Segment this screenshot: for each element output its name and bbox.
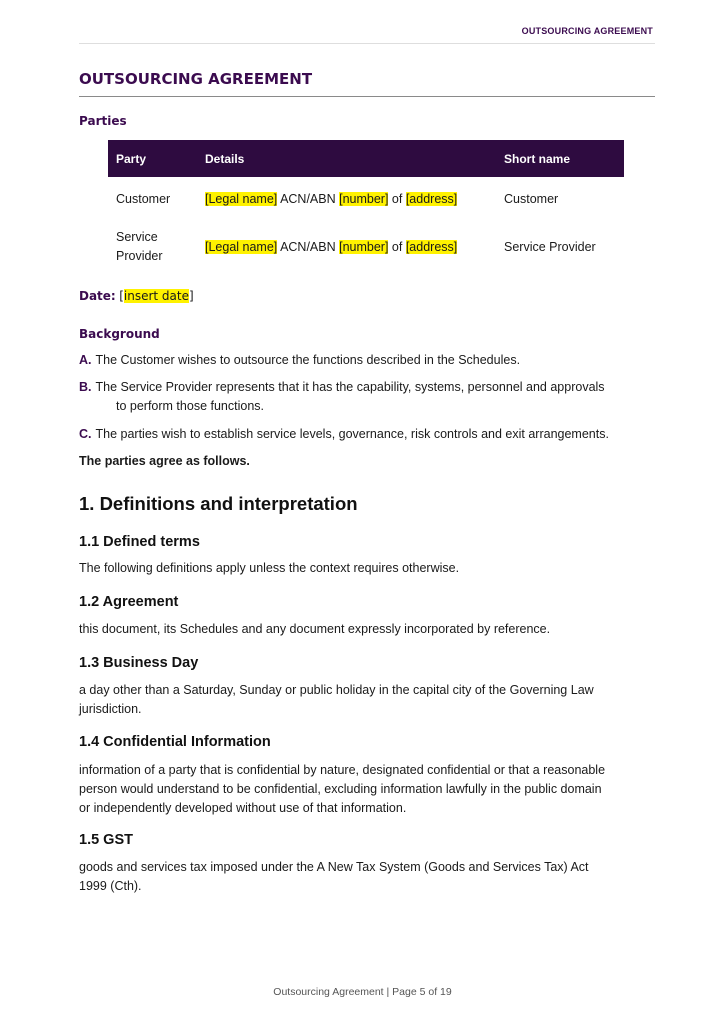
clause-heading: 1.5 GST [79,832,133,848]
clause-line: a day other than a Saturday, Sunday or public holiday in the capital city of the Governing Law [79,683,594,697]
clause-line: this document, its Schedules and any document expressly incorporated by reference. [79,622,551,636]
acn-text: ACN/ABN [277,191,340,206]
party-cell [108,221,197,273]
address-placeholder: [address] [405,239,458,254]
party-name-line: Service [116,230,158,244]
parties-table-header-row [108,140,624,177]
clause-line: 1999 (Cth). [79,879,142,893]
recital-text: The parties wish to establish service levels, governance, risk controls and exit arrangements. [95,427,609,441]
clause-line: goods and services tax imposed under the A New Tax System (Goods and Services Tax) Act [79,860,589,874]
title-divider [79,96,655,97]
parties-table [108,140,624,273]
clause-text [79,620,651,639]
table-row [108,177,624,221]
section-heading: 1. Definitions and interpretation [79,493,358,514]
clause-heading: 1.3 Business Day [79,655,199,671]
recital-letter: C. [79,427,92,441]
details-cell [197,221,496,273]
details-cell [197,177,496,221]
clause-heading: 1.1 Defined terms [79,534,200,550]
clause-heading: 1.4 Confidential Information [79,734,271,750]
acn-text: ACN/ABN [277,239,340,254]
of-text: of [388,191,406,206]
date-open-bracket: [ [119,289,124,303]
clause-line: jurisdiction. [79,702,142,716]
column-header-short-name: Short name [504,151,571,166]
clause-line: person would understand to be confidential, excluding information lawfully in the public domain [79,782,602,796]
column-header-details: Details [205,151,245,166]
number-placeholder: [number] [339,239,389,254]
legal-name-placeholder: [Legal name] [205,239,278,254]
address-placeholder: [address] [405,191,458,206]
party-cell: Customer [116,191,171,206]
recital-text: The Service Provider represents that it has the capability, systems, personnel and approvals [95,380,605,394]
agree-statement: The parties agree as follows. [79,454,250,468]
page-footer: Outsourcing Agreement | Page 5 of 19 [273,986,452,998]
recital-c [79,425,659,444]
recital-letter: B. [79,380,92,394]
recital-a [79,351,659,370]
background-heading: Background [79,327,160,341]
legal-name-placeholder: [Legal name] [205,191,278,206]
date-placeholder: insert date [123,289,189,303]
document-title: OUTSOURCING AGREEMENT [79,70,313,88]
parties-heading: Parties [79,114,127,128]
date-label: Date: [79,289,116,303]
clause-text [79,858,651,896]
table-row [108,221,624,273]
date-close-bracket: ] [189,289,194,303]
recital-letter: A. [79,353,92,367]
recital-continuation: to perform those functions. [116,399,264,413]
recital-text: The Customer wishes to outsource the functions described in the Schedules. [95,353,521,367]
recital-b [79,378,659,416]
date-line [79,289,194,303]
clause-line: information of a party that is confidential by nature, designated confidential or that a reasonable [79,763,606,777]
running-header: OUTSOURCING AGREEMENT [521,26,653,36]
of-text: of [388,239,406,254]
short-name-cell: Customer [504,191,559,206]
clause-text [79,681,651,719]
header-divider [79,43,655,44]
clause-line: The following definitions apply unless the context requires otherwise. [79,561,460,575]
clause-line: or independently developed without use of that information. [79,801,407,815]
number-placeholder: [number] [339,191,389,206]
clause-heading: 1.2 Agreement [79,594,179,610]
clause-text [79,761,651,818]
clause-text [79,559,651,578]
short-name-cell: Service Provider [504,239,596,254]
column-header-party: Party [116,151,147,166]
party-name-line: Provider [116,249,163,263]
